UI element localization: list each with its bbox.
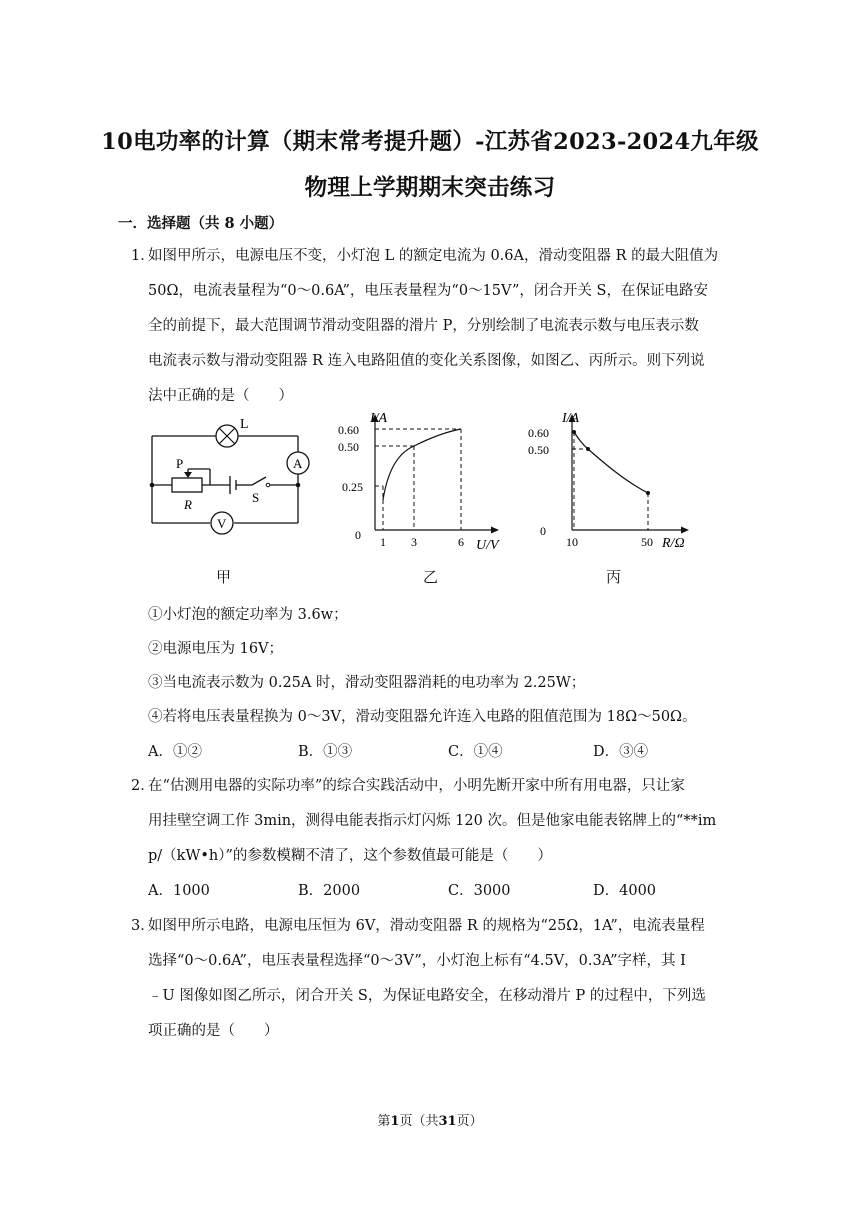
q3-line: ﹣U 图像如图乙所示，闭合开关 S，为保证电路安全，在移动滑片 P 的过程中，下列选	[148, 988, 706, 1004]
document-title-line1: 10电功率的计算（期末常考提升题）-江苏省2023-2024九年级	[101, 129, 759, 155]
graph-yi	[330, 408, 510, 553]
footer-total-pages: 31	[438, 1114, 457, 1129]
q2-line: p/（kW•h）”的参数模糊不清了，这个参数值最可能是（ ）	[148, 848, 552, 864]
bing-ytick: 0.50	[528, 443, 549, 457]
label-R: R	[184, 497, 192, 512]
q1-number: 1．	[131, 248, 155, 264]
label-L: L	[240, 417, 249, 432]
label-S: S	[252, 490, 260, 505]
yi-xtick: 3	[411, 535, 417, 549]
q1-line: 全的前提下，最大范围调节滑动变阻器的滑片 P，分别绘制了电流表示数与电压表示数	[148, 318, 699, 334]
bing-origin: 0	[540, 524, 546, 538]
caption-bing: 丙	[606, 568, 622, 586]
q3-number: 3．	[131, 918, 155, 934]
label-A: A	[293, 456, 303, 471]
yi-ylabel: I/A	[370, 411, 388, 426]
yi-ytick: 0.60	[338, 423, 359, 437]
section-heading: 一．选择题（共 8 小题）	[118, 215, 284, 232]
bing-xtick: 50	[641, 535, 653, 549]
bing-xtick: 10	[566, 535, 578, 549]
q2-option-a: A．1000	[148, 883, 210, 899]
q1-option-d: D．③④	[593, 744, 649, 760]
q1-option-b: B．①③	[298, 744, 353, 760]
bing-ylabel: I/A	[562, 411, 580, 426]
yi-ytick: 0.25	[342, 480, 363, 494]
q2-option-b: B．2000	[298, 883, 361, 899]
document-title-line2: 物理上学期期末突击练习	[304, 175, 556, 201]
yi-origin: 0	[355, 528, 361, 542]
graph-bing	[520, 408, 710, 553]
q1-statement: ①小灯泡的额定功率为 3.6w；	[148, 607, 348, 623]
q2-option-c: C．3000	[448, 883, 511, 899]
page-footer	[0, 1110, 860, 1129]
footer-mid: 页（共	[399, 1114, 439, 1129]
footer-suffix: 页）	[456, 1114, 483, 1129]
q1-statement: ③当电流表示数为 0.25A 时，滑动变阻器消耗的电功率为 2.25W；	[148, 675, 586, 691]
q1-line: 如图甲所示，电源电压不变，小灯泡 L 的额定电流为 0.6A，滑动变阻器 R 的最大阻值为	[148, 248, 719, 264]
q1-statement: ④若将电压表量程换为 0～3V，滑动变阻器允许连入电路的阻值范围为 18Ω～50Ω。	[148, 709, 697, 725]
q1-line: 50Ω，电流表量程为“0～0.6A”，电压表量程为“0～15V”，闭合开关 S，在保证电路安	[148, 283, 708, 299]
q1-option-a: A．①②	[148, 744, 202, 760]
caption-yi: 乙	[423, 568, 439, 586]
q1-option-c: C．①④	[448, 744, 503, 760]
label-V: V	[217, 516, 227, 531]
q1-line: 电流表示数与滑动变阻器 R 连入电路阻值的变化关系图像，如图乙、丙所示。则下列说	[148, 353, 705, 369]
q1-line: 法中正确的是（ ）	[148, 388, 293, 404]
yi-xlabel: U/V	[476, 538, 499, 553]
q3-line: 项正确的是（ ）	[148, 1023, 279, 1039]
q2-number: 2．	[131, 778, 155, 794]
footer-prefix: 第	[377, 1114, 391, 1129]
q3-line: 选择“0～0.6A”，电压表量程选择“0～3V”，小灯泡上标有“4.5V，0.3A”字样，其 I	[148, 953, 686, 969]
yi-xtick: 1	[380, 535, 386, 549]
q2-line: 用挂壁空调工作 3min，测得电能表指示灯闪烁 120 次。但是他家电能表铭牌上的“**im	[148, 813, 717, 829]
caption-jia: 甲	[216, 568, 232, 586]
footer-page-number: 1	[390, 1114, 400, 1129]
bing-xlabel: R/Ω	[662, 536, 685, 551]
label-P: P	[176, 456, 184, 471]
circuit-diagram	[140, 412, 320, 547]
yi-ytick: 0.50	[338, 440, 359, 454]
q2-option-d: D．4000	[593, 883, 657, 899]
q1-statement: ②电源电压为 16V；	[148, 641, 284, 657]
bing-ytick: 0.60	[528, 426, 549, 440]
q2-line: 在“估测用电器的实际功率”的综合实践活动中，小明先断开家中所有用电器，只让家	[148, 778, 685, 794]
yi-xtick: 6	[458, 535, 464, 549]
q3-line: 如图甲所示电路，电源电压恒为 6V，滑动变阻器 R 的规格为“25Ω，1A”，电流表量程	[148, 918, 705, 934]
